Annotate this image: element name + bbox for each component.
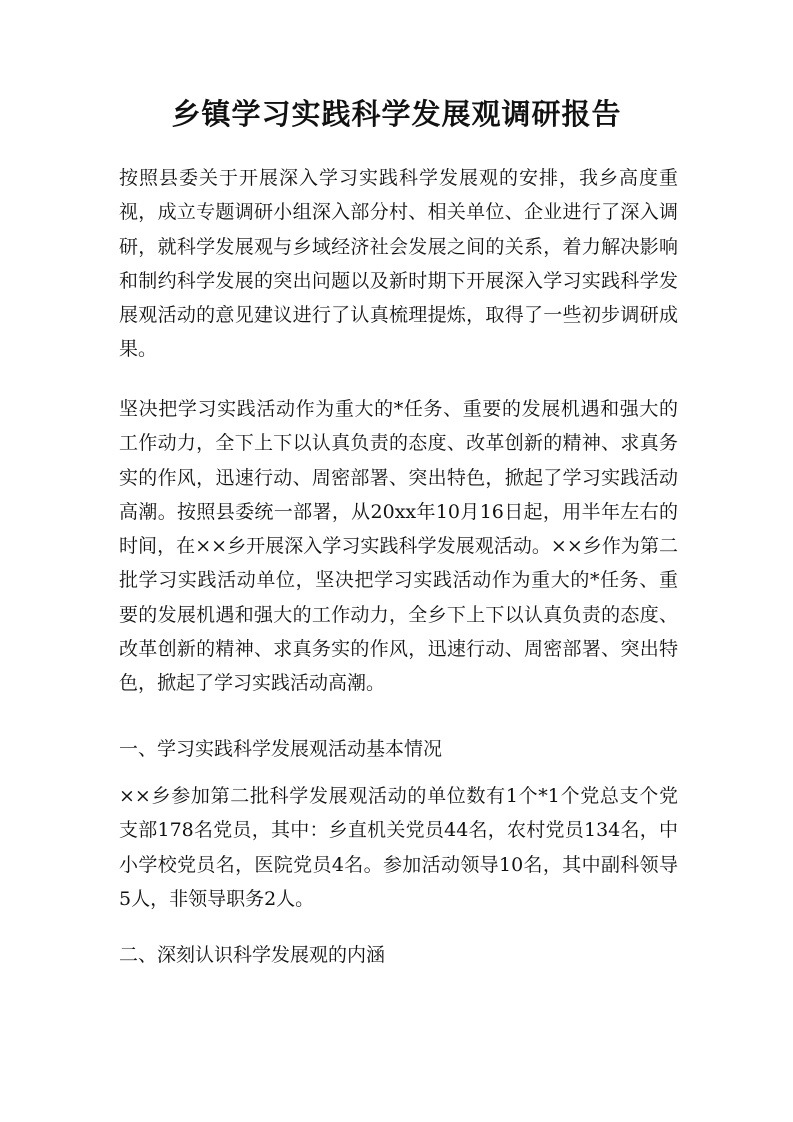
section-heading-connotation: 二、深刻认识科学发展观的内涵 <box>119 944 386 966</box>
section-heading-basic-situation: 一、学习实践科学发展观活动基本情况 <box>119 738 443 760</box>
paragraph-activity-overview: 坚决把学习实践活动作为重大的*任务、重要的发展机遇和强大的工作动力，全下上下以认真负责的态度、改革创新的精神、求真务实的作风，迅速行动、周密部署、突出特色，掀起了学习实践活动高潮。按照县委统一部署，从20xx年10月16日起，用半年左右的时间，在××乡开展深入学习实践科学发展观活动。××乡作为第二批学习实践活动单位，坚决把学习实践活动作为重大的*任务、重要的发展机遇和强大的工作动力，全乡下上下以认真负责的态度、改革创新的精神、求真务实的作风，迅速行动、周密部署、突出特色，掀起了学习实践活动高潮。 <box>119 398 678 695</box>
paragraph-participants: ××乡参加第二批科学发展观活动的单位数有1个*1个党总支个党支部178名党员，其中：乡直机关党员44名，农村党员134名，中小学校党员名，医院党员4名。参加活动领导10名，其中副科领导5人，非领导职务2人。 <box>119 785 678 910</box>
paragraph-intro: 按照县委关于开展深入学习实践科学发展观的安排，我乡高度重视，成立专题调研小组深入部分村、相关单位、企业进行了深入调研，就科学发展观与乡域经济社会发展之间的关系，着力解决影响和制约科学发展的突出问题以及新时期下开展深入学习实践科学发展观活动的意见建议进行了认真梳理提炼，取得了一些初步调研成果。 <box>119 167 678 361</box>
document-title: 乡镇学习实践科学发展观调研报告 <box>171 97 622 131</box>
